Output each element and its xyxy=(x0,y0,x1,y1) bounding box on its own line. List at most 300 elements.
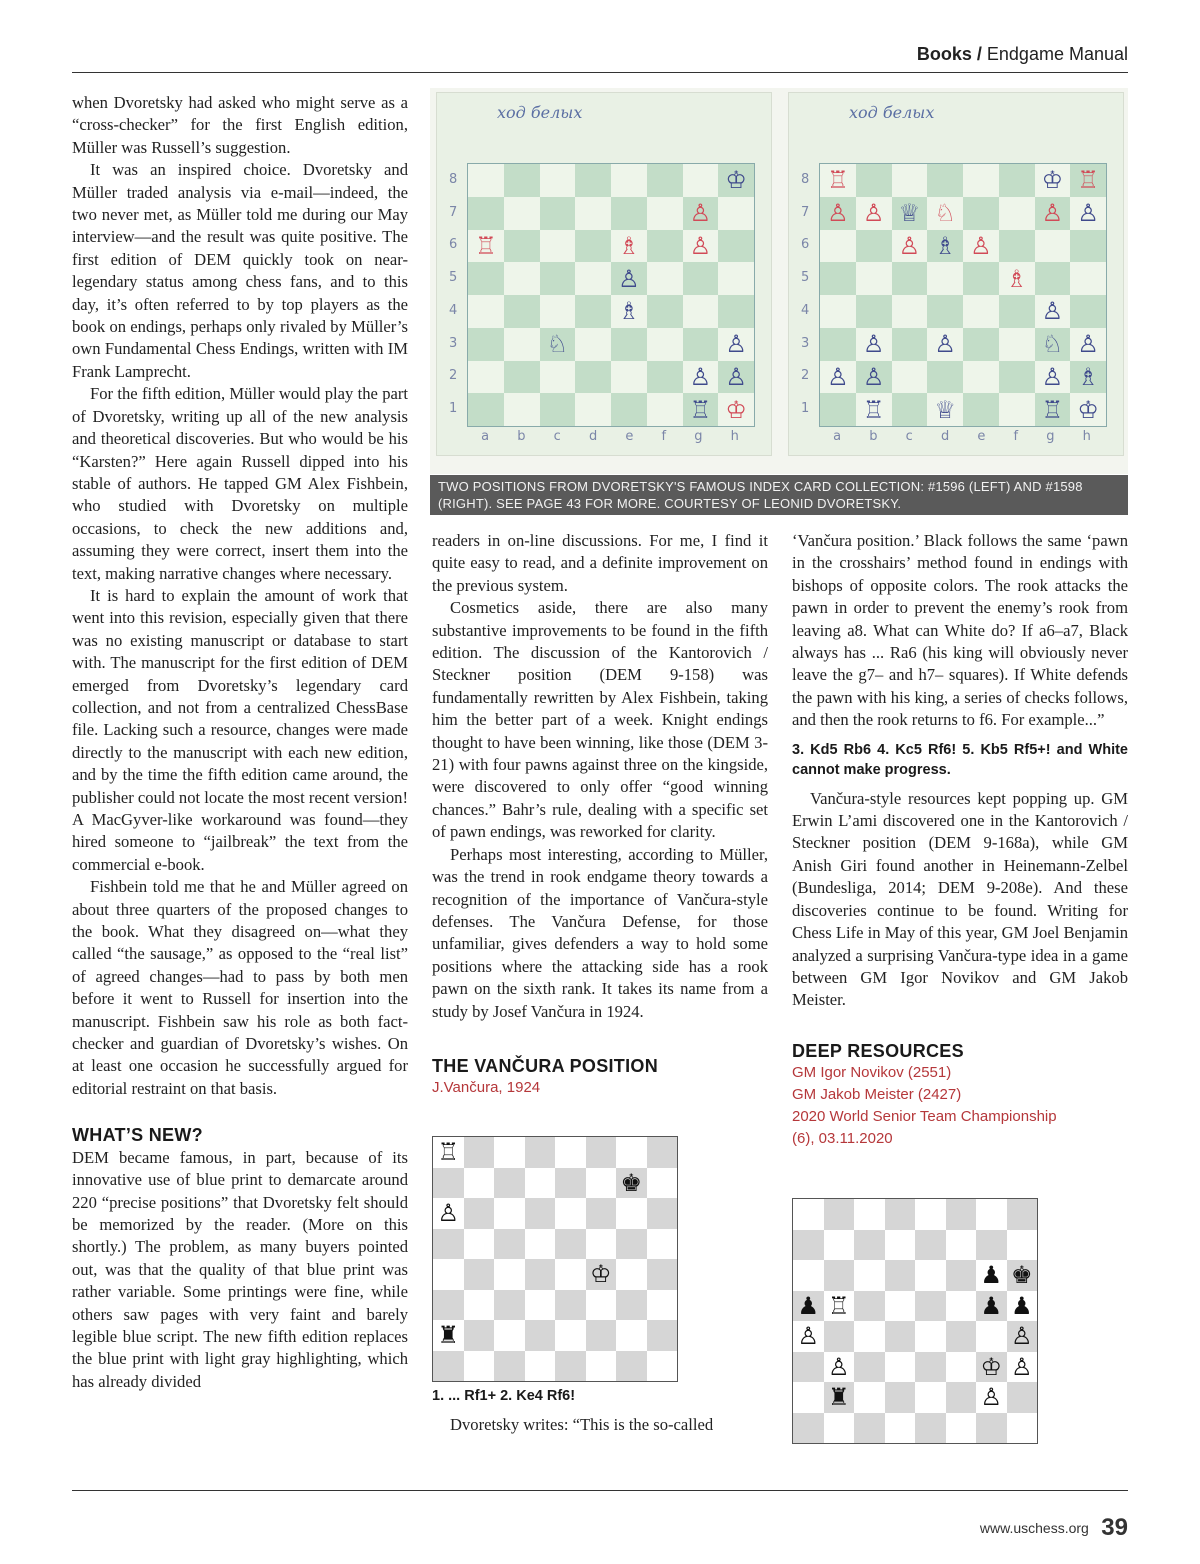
black-pawn-icon: ♙ xyxy=(718,328,754,361)
board-square xyxy=(494,1320,525,1351)
board-square xyxy=(854,1199,885,1230)
board-square xyxy=(494,1351,525,1382)
black-pawn-icon: ♙ xyxy=(1035,295,1071,328)
header-title: Endgame Manual xyxy=(986,44,1128,64)
board-square xyxy=(468,295,504,328)
board-square xyxy=(963,164,999,197)
board-square xyxy=(999,328,1035,361)
board-square xyxy=(494,1290,525,1321)
board-square xyxy=(999,295,1035,328)
board-square xyxy=(820,393,856,426)
white-pawn-icon: ♙ xyxy=(892,230,928,263)
file-label: h xyxy=(1082,429,1091,444)
board-square xyxy=(647,1259,678,1290)
board-square xyxy=(468,197,504,230)
section-heading-whats-new: WHAT’S NEW? xyxy=(72,1125,203,1146)
board-square xyxy=(793,1352,824,1383)
black-king-icon: ♔ xyxy=(1070,393,1106,426)
white-knight-icon: ♘ xyxy=(927,197,963,230)
board-square xyxy=(468,328,504,361)
black-pawn-icon: ♟ xyxy=(976,1291,1007,1322)
board-square xyxy=(892,393,928,426)
section-heading-deep-resources: DEEP RESOURCES xyxy=(792,1040,964,1061)
board-square xyxy=(820,230,856,263)
board-square xyxy=(1007,1230,1038,1261)
board-square xyxy=(611,164,647,197)
board-square xyxy=(885,1352,916,1383)
rank-label: 4 xyxy=(801,302,810,318)
white-king-icon: ♔ xyxy=(586,1259,617,1290)
board-square xyxy=(885,1230,916,1261)
round-date: (6), 03.11.2020 xyxy=(792,1130,893,1148)
board-square xyxy=(976,1199,1007,1230)
card-heading: ход белых xyxy=(849,103,935,122)
board-square xyxy=(540,230,576,263)
black-bishop-icon: ♗ xyxy=(927,230,963,263)
board-square xyxy=(824,1321,855,1352)
board-square xyxy=(611,328,647,361)
paragraph: It was an inspired choice. Dvoretsky and Müller traded analysis via e-mail—indeed, the two never met, as Müller told me during our May interview—and the result was quite positive. The first edition of DEM quickly took on near-legendary status among chess fans, and to this day, it’s often referred to by top players as the book on endings, perhaps only rivaled by Müller’s own Fundamental Chess Endings, written with IM Frank Lamprecht. xyxy=(72,160,408,381)
board-square xyxy=(464,1198,495,1229)
board-square xyxy=(927,262,963,295)
board-square xyxy=(892,328,928,361)
white-bishop-icon: ♗ xyxy=(611,230,647,263)
white-pawn-icon: ♙ xyxy=(683,197,719,230)
rank-label: 6 xyxy=(449,237,458,253)
board-square xyxy=(575,328,611,361)
board-square xyxy=(915,1352,946,1383)
index-card-1598 xyxy=(788,92,1124,456)
paragraph: It is hard to explain the amount of work that went into this revision, especially given that there was no existing manuscript or database to start with. The manuscript for the first edition of DEM emerged from Dvoretsky’s legendary card collection, and not from a centralized ChessBase file. Lacking such a resource, changes were made directly to the manuscript with each new edition, and by the time the fifth edition came around, the publisher could not locate the most recent version! A MacGyver-like workaround was found—they hired someone to “jailbreak” the text from the commercial e-book. xyxy=(72,585,408,874)
board-square xyxy=(854,1352,885,1383)
board-square xyxy=(586,1351,617,1382)
board-square xyxy=(647,328,683,361)
board-square xyxy=(525,1137,556,1168)
board-square xyxy=(718,197,754,230)
board-square xyxy=(999,197,1035,230)
black-pawn-icon: ♙ xyxy=(1035,361,1071,394)
card-chessboard-left xyxy=(467,163,755,427)
board-square xyxy=(927,295,963,328)
white-king-icon: ♔ xyxy=(718,393,754,426)
board-square xyxy=(915,1321,946,1352)
board-square xyxy=(468,164,504,197)
black-king-icon: ♚ xyxy=(1007,1260,1038,1291)
rank-label: 2 xyxy=(449,368,458,384)
rank-label: 1 xyxy=(801,401,810,417)
board-square xyxy=(647,295,683,328)
event-name: 2020 World Senior Team Championship xyxy=(792,1108,1057,1126)
board-square xyxy=(468,361,504,394)
board-square xyxy=(611,393,647,426)
paragraph: readers in on-line discussions. For me, I find it quite easy to read, and a definite improvement on the previous system. xyxy=(432,531,768,595)
file-label: b xyxy=(869,429,878,444)
white-rook-icon: ♖ xyxy=(824,1291,855,1322)
board-square xyxy=(963,393,999,426)
board-square xyxy=(1007,1199,1038,1230)
board-square xyxy=(946,1382,977,1413)
file-label: a xyxy=(833,429,842,444)
board-square xyxy=(946,1413,977,1444)
board-square xyxy=(946,1321,977,1352)
board-square xyxy=(999,393,1035,426)
rank-label: 7 xyxy=(449,204,458,220)
board-square xyxy=(647,1229,678,1260)
board-square xyxy=(1035,262,1071,295)
paragraph: Fishbein told me that he and Müller agreed on about three quarters of the proposed changes to the book. What they disagreed on—what they called “the sausage,” as opposed to the “real list” of agreed changes—had to pass by both men before it went to Russell for insertion into the manuscript. Fishbein saw his role as both fact-checker and guardian of Dvoretsky’s wishes. On at least one occasion he successfully argued for editorial restraint on that basis. xyxy=(72,877,408,1098)
black-pawn-icon: ♙ xyxy=(1070,328,1106,361)
rank-label: 3 xyxy=(801,335,810,351)
file-label: b xyxy=(517,429,526,444)
board-square xyxy=(915,1382,946,1413)
board-square xyxy=(494,1168,525,1199)
rank-label: 6 xyxy=(801,237,810,253)
board-square xyxy=(963,262,999,295)
rank-label: 8 xyxy=(449,171,458,187)
board-square xyxy=(647,1137,678,1168)
black-bishop-icon: ♗ xyxy=(1070,361,1106,394)
board-square xyxy=(892,361,928,394)
white-rook-icon: ♖ xyxy=(820,164,856,197)
board-square xyxy=(616,1229,647,1260)
black-pawn-icon: ♙ xyxy=(856,328,892,361)
board-square xyxy=(793,1230,824,1261)
board-square xyxy=(854,1382,885,1413)
white-rook-icon: ♖ xyxy=(433,1137,464,1168)
black-pawn-icon: ♟ xyxy=(793,1291,824,1322)
file-label: d xyxy=(588,429,598,444)
board-square xyxy=(647,1290,678,1321)
file-label: c xyxy=(553,429,561,444)
board-square xyxy=(885,1382,916,1413)
footer-url: www.uschess.org xyxy=(979,1520,1089,1536)
board-square xyxy=(575,262,611,295)
black-rook-icon: ♖ xyxy=(856,393,892,426)
board-square xyxy=(1007,1382,1038,1413)
black-pawn-icon: ♙ xyxy=(611,262,647,295)
black-pawn-icon: ♟ xyxy=(976,1260,1007,1291)
board-square xyxy=(616,1137,647,1168)
board-square xyxy=(793,1413,824,1444)
board-square xyxy=(540,393,576,426)
black-bishop-icon: ♗ xyxy=(611,295,647,328)
file-label: f xyxy=(661,429,667,444)
board-square xyxy=(854,1260,885,1291)
board-square xyxy=(892,262,928,295)
board-square xyxy=(999,230,1035,263)
file-label: a xyxy=(481,429,490,444)
header-section: Books xyxy=(916,44,972,64)
black-pawn-icon: ♙ xyxy=(683,361,719,394)
card-heading: ход белых xyxy=(497,103,583,122)
board-square xyxy=(525,1168,556,1199)
board-square xyxy=(963,295,999,328)
file-label: g xyxy=(1046,429,1055,444)
board-square xyxy=(647,262,683,295)
file-label: e xyxy=(977,429,986,444)
black-rook-icon: ♖ xyxy=(1035,393,1071,426)
board-square xyxy=(586,1168,617,1199)
board-square xyxy=(915,1291,946,1322)
board-square xyxy=(885,1260,916,1291)
board-square xyxy=(820,262,856,295)
board-square xyxy=(1007,1413,1038,1444)
board-square xyxy=(856,295,892,328)
board-square xyxy=(976,1230,1007,1261)
black-pawn-icon: ♙ xyxy=(718,361,754,394)
board-square xyxy=(555,1320,586,1351)
black-king-icon: ♔ xyxy=(1035,164,1071,197)
board-square xyxy=(915,1260,946,1291)
white-pawn-icon: ♙ xyxy=(1035,197,1071,230)
paragraph: Cosmetics aside, there are also many substantive improvements to be found in the fifth edition. The discussion of the Kantorovich / Steckner position (DEM 9-158) was fundamentally rewritten by Alex Fishbein, taking him the better part of a week. Knight endings thought to have been winning, like those (DEM 3-21) with four pawns against three on the kingside, were discovered to only offer “good winning chances.” Bahr’s rule, dealing with a specific set of pawn endings, was reworked for clarity. xyxy=(432,598,768,842)
board-square xyxy=(555,1229,586,1260)
board-square xyxy=(494,1137,525,1168)
board-square xyxy=(464,1229,495,1260)
board-square xyxy=(683,328,719,361)
board-square xyxy=(504,164,540,197)
board-square xyxy=(575,230,611,263)
board-square xyxy=(464,1320,495,1351)
board-square xyxy=(525,1290,556,1321)
white-pawn-icon: ♙ xyxy=(1007,1321,1038,1352)
file-label: e xyxy=(625,429,634,444)
white-king-icon: ♔ xyxy=(976,1352,1007,1383)
board-square xyxy=(647,1351,678,1382)
board-square xyxy=(555,1259,586,1290)
board-square xyxy=(464,1351,495,1382)
board-square xyxy=(854,1230,885,1261)
rank-labels xyxy=(801,163,809,425)
paragraph: DEM became famous, in part, because of its innovative use of blue print to demarcate around 220 “precise positions” that Dvoretsky felt should be memorized by the reader. (More on this shortly.) The problem, as many buyers pointed out, was that the quality of that blue print was rather variable. Some printings were fine, while others saw pages with very faint and barely legible blue script. The new fifth edition replaces the blue print with light gray highlighting, which has already divided xyxy=(72,1147,408,1391)
board-square xyxy=(854,1291,885,1322)
board-square xyxy=(433,1259,464,1290)
card-chessboard-right xyxy=(819,163,1107,427)
board-square xyxy=(433,1290,464,1321)
black-knight-icon: ♘ xyxy=(1035,328,1071,361)
file-label: g xyxy=(694,429,703,444)
board-square xyxy=(793,1382,824,1413)
board-square xyxy=(854,1413,885,1444)
white-pawn-icon: ♙ xyxy=(683,230,719,263)
board-square xyxy=(718,230,754,263)
board-square xyxy=(885,1291,916,1322)
black-queen-icon: ♕ xyxy=(927,393,963,426)
rank-label: 4 xyxy=(449,302,458,318)
board-square xyxy=(433,1229,464,1260)
board-square xyxy=(683,295,719,328)
white-pawn-icon: ♙ xyxy=(976,1382,1007,1413)
board-square xyxy=(683,262,719,295)
board-square xyxy=(824,1230,855,1261)
board-square xyxy=(504,262,540,295)
board-square xyxy=(433,1351,464,1382)
board-square xyxy=(647,1198,678,1229)
black-queen-icon: ♕ xyxy=(892,197,928,230)
rank-label: 5 xyxy=(449,270,458,286)
board-square xyxy=(494,1259,525,1290)
board-square xyxy=(854,1321,885,1352)
board-square xyxy=(915,1230,946,1261)
black-king-icon: ♔ xyxy=(718,164,754,197)
file-label: f xyxy=(1013,429,1019,444)
black-rook-icon: ♜ xyxy=(433,1320,464,1351)
board-square xyxy=(1070,262,1106,295)
board-square xyxy=(647,164,683,197)
board-square xyxy=(820,295,856,328)
board-square xyxy=(946,1352,977,1383)
vancura-chessboard xyxy=(432,1136,678,1382)
black-pawn-icon: ♙ xyxy=(856,361,892,394)
board-square xyxy=(885,1321,916,1352)
black-pawn-icon: ♙ xyxy=(1070,197,1106,230)
board-square xyxy=(946,1260,977,1291)
board-square xyxy=(540,197,576,230)
board-square xyxy=(999,164,1035,197)
board-square xyxy=(946,1291,977,1322)
board-square xyxy=(464,1168,495,1199)
board-square xyxy=(575,295,611,328)
board-square xyxy=(616,1320,647,1351)
white-pawn-icon: ♙ xyxy=(820,197,856,230)
rank-label: 3 xyxy=(449,335,458,351)
board-square xyxy=(494,1198,525,1229)
white-rook-icon: ♖ xyxy=(1070,164,1106,197)
paragraph: Perhaps most interesting, according to Müller, was the trend in rook endgame theory towards a recognition of the importance of Vančura-style defenses. The Vančura Defense, for those unfamiliar, gives defenders a way to hold some positions where the attacking side has a rook pawn on the sixth rank. It takes its name from a study by Josef Vančura in 1924. xyxy=(432,844,768,1021)
white-pawn-icon: ♙ xyxy=(856,197,892,230)
board-square xyxy=(586,1198,617,1229)
deep-resources-chessboard xyxy=(792,1198,1038,1444)
board-square xyxy=(963,197,999,230)
board-square xyxy=(927,361,963,394)
board-square xyxy=(504,361,540,394)
board-square xyxy=(892,164,928,197)
board-square xyxy=(946,1199,977,1230)
board-square xyxy=(718,262,754,295)
board-square xyxy=(525,1320,556,1351)
black-pawn-icon: ♙ xyxy=(927,328,963,361)
board-square xyxy=(611,361,647,394)
board-square xyxy=(793,1260,824,1291)
board-square xyxy=(504,328,540,361)
board-square xyxy=(915,1199,946,1230)
rank-label: 5 xyxy=(801,270,810,286)
board-square xyxy=(575,393,611,426)
black-pawn-icon: ♙ xyxy=(820,361,856,394)
board-square xyxy=(504,197,540,230)
black-rook-icon: ♖ xyxy=(683,393,719,426)
board-square xyxy=(494,1229,525,1260)
board-square xyxy=(963,361,999,394)
rank-label: 1 xyxy=(449,401,458,417)
board-square xyxy=(1070,230,1106,263)
board-square xyxy=(586,1137,617,1168)
black-rook-icon: ♜ xyxy=(824,1382,855,1413)
paragraph: For the fifth edition, Müller would play the part of Dvoretsky, writing up all of the new analysis and theoretical discoveries. But who would be his “Karsten?” Here again Russell dipped into his stable of authors. He tapped GM Alex Fishbein, who studied with Dvoretsky on multiple occasions, to check the new additions and, assuming they were correct, insert them into the text, making narrative changes where necessary. xyxy=(72,384,408,583)
board-square xyxy=(824,1413,855,1444)
board-square xyxy=(683,164,719,197)
footer-rule xyxy=(72,1490,1128,1491)
board-square xyxy=(540,361,576,394)
board-square xyxy=(464,1290,495,1321)
board-square xyxy=(504,230,540,263)
white-pawn-icon: ♙ xyxy=(793,1321,824,1352)
board-square xyxy=(616,1198,647,1229)
board-square xyxy=(575,164,611,197)
board-square xyxy=(927,164,963,197)
file-labels xyxy=(819,429,1105,444)
board-square xyxy=(504,393,540,426)
move-sequence: 1. ... Rf1+ 2. Ke4 Rf6! xyxy=(432,1387,576,1404)
board-square xyxy=(647,1320,678,1351)
board-square xyxy=(856,262,892,295)
board-square xyxy=(856,164,892,197)
board-square xyxy=(885,1413,916,1444)
board-square xyxy=(555,1198,586,1229)
board-square xyxy=(718,295,754,328)
board-square xyxy=(976,1321,1007,1352)
file-label: c xyxy=(905,429,913,444)
board-square xyxy=(820,328,856,361)
board-square xyxy=(586,1290,617,1321)
section-heading-vancura: THE VANČURA POSITION xyxy=(432,1055,659,1076)
board-square xyxy=(647,1168,678,1199)
column-1 xyxy=(72,92,408,1393)
board-square xyxy=(586,1320,617,1351)
board-square xyxy=(647,393,683,426)
page-footer xyxy=(980,1514,1128,1542)
board-square xyxy=(946,1230,977,1261)
board-square xyxy=(915,1413,946,1444)
white-pawn-icon: ♙ xyxy=(824,1352,855,1383)
paragraph: Vančura-style resources kept popping up. GM Erwin L’ami discovered one in the Kantorovich / Steckner position (DEM 9-168a), while GM Anish Giri found another in Heinemann-Zelbel (Bundesliga, 2014; DEM 9-208e). And these discoveries continue to be found. Writing for Chess Life in May of this year, GM Joel Benjamin analyzed a surprising Vančura-type idea in a game between GM Igor Novikov and GM Jakob Meister. xyxy=(792,788,1128,1010)
board-square xyxy=(856,230,892,263)
board-square xyxy=(540,164,576,197)
board-square xyxy=(616,1259,647,1290)
board-square xyxy=(468,262,504,295)
paragraph: Dvoretsky writes: “This is the so-called xyxy=(450,1414,714,1434)
board-square xyxy=(540,262,576,295)
board-square xyxy=(555,1168,586,1199)
board-square xyxy=(824,1260,855,1291)
board-square xyxy=(976,1413,1007,1444)
white-player: GM Igor Novikov (2551) xyxy=(792,1064,952,1082)
board-square xyxy=(892,295,928,328)
file-label: d xyxy=(940,429,950,444)
board-square xyxy=(525,1198,556,1229)
board-square xyxy=(468,393,504,426)
black-knight-icon: ♘ xyxy=(540,328,576,361)
white-pawn-icon: ♙ xyxy=(963,230,999,263)
board-square xyxy=(525,1229,556,1260)
paragraph: ‘Vančura position.’ Black follows the same ‘pawn in the crosshairs’ method found in endings with bishops of opposite colors. The rook attacks the pawn in order to prevent the enemy’s rook from leaving a8. What can White do? If a6–a7, Black always has ... Ra6 (his king will obviously never leave the g7– and h7– squares). If White defends the pawn with his king, a series of checks follows, and then the rook returns to f6. For example...” xyxy=(792,531,1128,730)
black-king-icon: ♚ xyxy=(616,1168,647,1199)
running-header xyxy=(72,44,1128,73)
board-square xyxy=(504,295,540,328)
index-card-1596 xyxy=(436,92,772,456)
black-player: GM Jakob Meister (2427) xyxy=(792,1086,962,1104)
rank-label: 7 xyxy=(801,204,810,220)
board-square xyxy=(433,1168,464,1199)
black-pawn-icon: ♟ xyxy=(1007,1291,1038,1322)
board-square xyxy=(575,197,611,230)
board-square xyxy=(586,1229,617,1260)
board-square xyxy=(1070,295,1106,328)
photo-caption: TWO POSITIONS FROM DVORETSKY'S FAMOUS INDEX CARD COLLECTION: #1596 (LEFT) AND #1598 (RIGHT). SEE PAGE 43 FOR MORE. COURTESY OF LEONID DVORETSKY. xyxy=(430,475,1128,515)
board-square xyxy=(999,361,1035,394)
index-card-photo xyxy=(430,88,1128,474)
board-square xyxy=(525,1259,556,1290)
